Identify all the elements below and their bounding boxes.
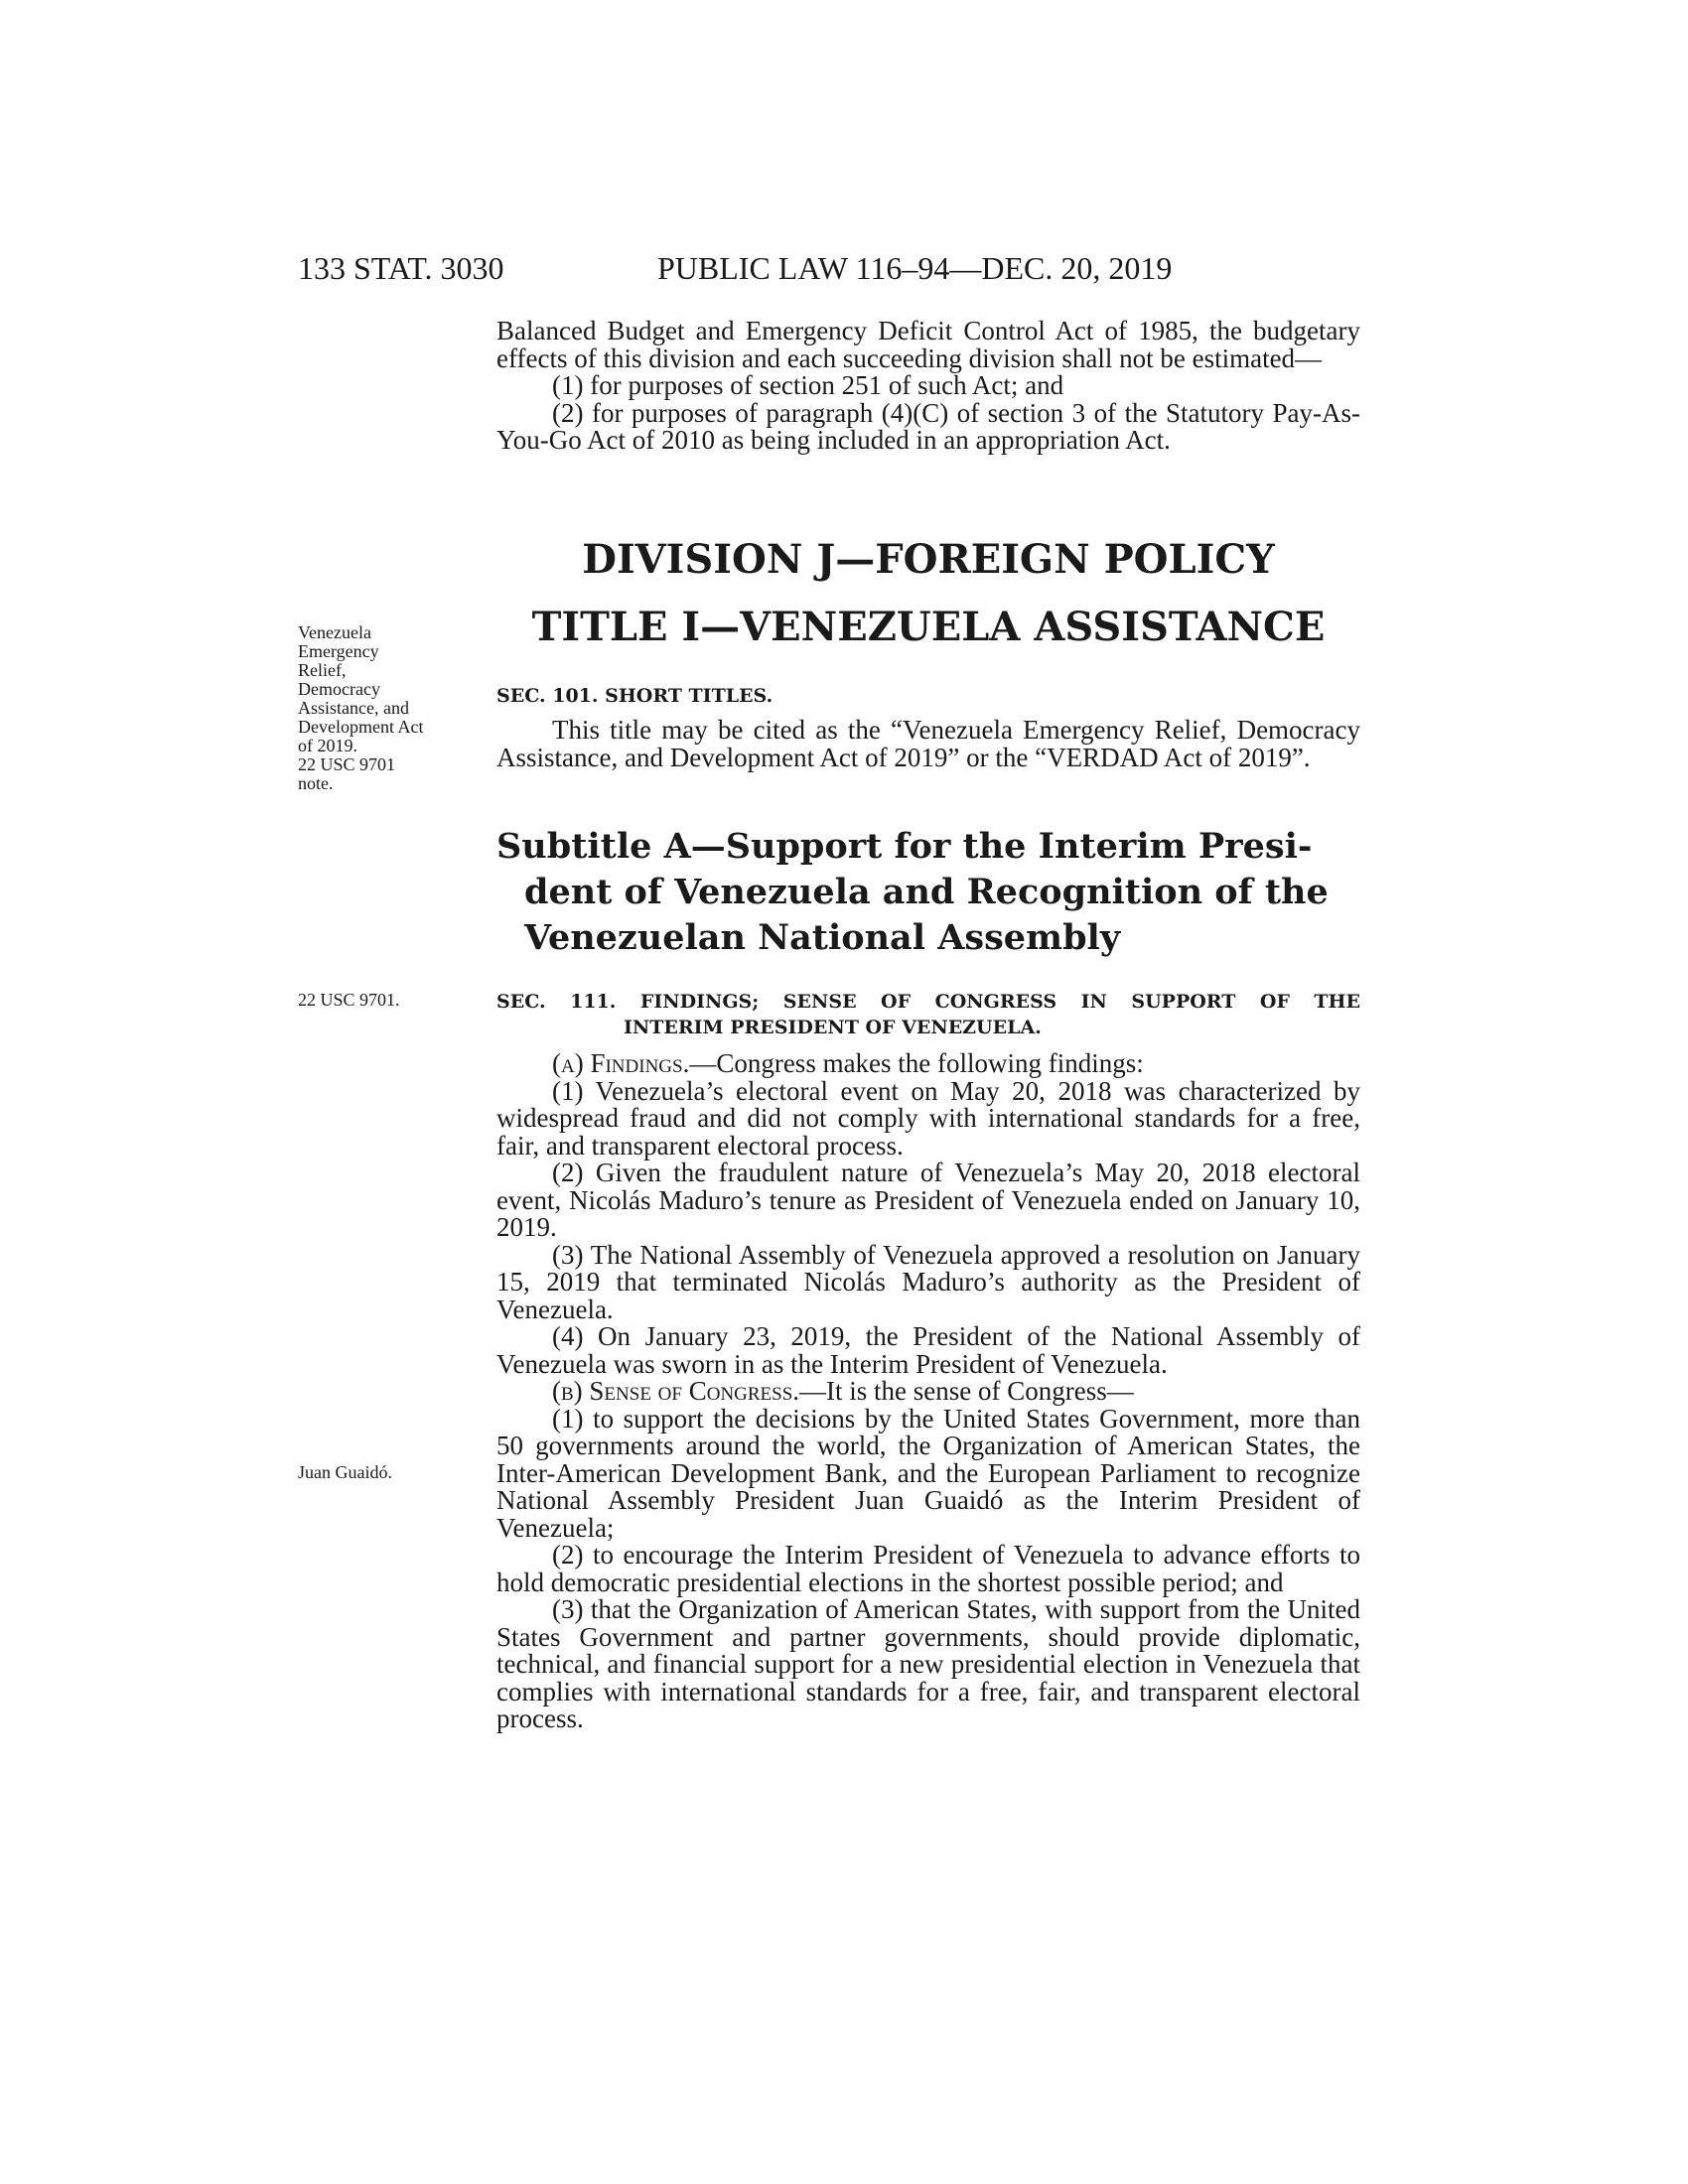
continuation-paragraph: Balanced Budget and Emergency Deficit Control Act of 1985, the budgetary effects of this division and each succeeding division shall not be estimated— — [496, 316, 1360, 373]
heading-word: IN — [1080, 991, 1107, 1013]
continuation-item-2: (2) for purposes of paragraph (4)(C) of section 3 of the Statutory Pay-As-You-Go Act of 2010 as being included in an appropriation Act. — [496, 397, 1360, 455]
stat-page-number: 133 STAT. 3030 — [298, 250, 504, 286]
finding-3: (3) The National Assembly of Venezuela approved a resolution on January 15, 2019 that terminated Nicolás Maduro’s authority as the President of Venezuela. — [496, 1239, 1360, 1324]
margin-note-usc: 22 USC 9701. — [298, 990, 400, 1010]
heading-word: CONGRESS — [934, 991, 1057, 1013]
sec-111-body — [496, 1050, 1360, 1733]
finding-4: (4) On January 23, 2019, the President of the National Assembly of Venezuela was sworn in as the Interim President of Venezuela. — [496, 1321, 1360, 1379]
sense-1: (1) to support the decisions by the United States Government, more than 50 governments around the world, the Organization of American States, the Inter-American Development Bank, and the European Parliament to recognize National Assembly President Juan Guaidó as the Interim President of Venezuela; — [496, 1403, 1360, 1543]
heading-word: OF — [881, 991, 912, 1013]
sec-111-heading — [496, 989, 1360, 1040]
finding-1: (1) Venezuela’s electoral event on May 20, 2018 was characterized by widespread fraud and did not comply with international standards for a free, fair, and transparent electoral process. — [496, 1075, 1360, 1160]
heading-word: THE — [1314, 991, 1360, 1013]
findings-label: (a) Findings. — [552, 1048, 690, 1078]
margin-note-line: 22 USC 9701 — [298, 754, 396, 774]
title-heading: TITLE I—VENEZUELA ASSISTANCE — [531, 604, 1326, 650]
heading-word: 111. — [570, 991, 617, 1013]
continuation-text — [496, 318, 1360, 455]
heading-word: SEC. — [496, 991, 546, 1013]
findings-intro — [496, 1050, 1360, 1078]
sense-2: (2) to encourage the Interim President of Venezuela to advance efforts to hold democratic presidential elections in the shortest possible period; and — [496, 1540, 1360, 1597]
margin-note-line: Venezuela — [298, 622, 371, 642]
sec-111-heading-line-1 — [496, 989, 1360, 1015]
heading-word: FINDINGS; — [639, 991, 760, 1013]
margin-note-juan-guaido: Juan Guaidó. — [298, 1462, 392, 1482]
sec-111-heading-line-2: INTERIM PRESIDENT OF VENEZUELA. — [624, 1017, 1042, 1038]
heading-word: SENSE — [782, 991, 857, 1013]
sense-intro-text: —It is the sense of Congress— — [799, 1376, 1134, 1406]
margin-note-short-title — [298, 623, 487, 793]
sec-101-body — [496, 717, 1360, 771]
sec-101-text: This title may be cited as the “Venezuela Emergency Relief, Democracy Assistance, and Development Act of 2019” or the “VERDAD Act of 2019”. — [496, 715, 1360, 772]
margin-note-line: Democracy — [298, 679, 380, 699]
sense-3: (3) that the Organization of American States, with support from the United States Government and partner governments, should provide diplomatic, technical, and financial support for a new presidential election in Venezuela that complies with international standards for a free, fair, and transparent electoral process. — [496, 1594, 1360, 1733]
subtitle-a-heading — [496, 824, 1370, 961]
margin-note-line: of 2019. — [298, 736, 357, 755]
sec-101-heading: SEC. 101. SHORT TITLES. — [496, 685, 774, 707]
division-heading: DIVISION J—FOREIGN POLICY — [582, 536, 1275, 583]
margin-note-line: Relief, — [298, 660, 347, 680]
heading-word: OF — [1259, 991, 1290, 1013]
margin-note-line: note. — [298, 773, 334, 793]
sense-intro — [496, 1378, 1360, 1406]
margin-note-line: Development Act — [298, 717, 424, 737]
finding-2: (2) Given the fraudulent nature of Venezuela’s May 20, 2018 electoral event, Nicolás Maduro’s tenure as President of Venezuela ended on January 10, 2019. — [496, 1158, 1360, 1242]
continuation-item-1: (1) for purposes of section 251 of such Act; and — [552, 370, 1064, 400]
margin-note-line: Assistance, and — [298, 698, 409, 718]
sense-label: (b) Sense of Congress. — [552, 1376, 800, 1406]
subtitle-line-3: Venezuelan National Assembly — [524, 917, 1121, 958]
subtitle-line-2: dent of Venezuela and Recognition of the — [524, 872, 1329, 912]
findings-intro-text: —Congress makes the following findings: — [689, 1048, 1144, 1078]
heading-word: SUPPORT — [1131, 991, 1236, 1013]
page-header — [0, 250, 1688, 290]
subtitle-line-1: Subtitle A—Support for the Interim Presi- — [496, 826, 1313, 867]
margin-note-line: Emergency — [298, 641, 379, 661]
public-law-citation: PUBLIC LAW 116–94—DEC. 20, 2019 — [657, 250, 1173, 286]
